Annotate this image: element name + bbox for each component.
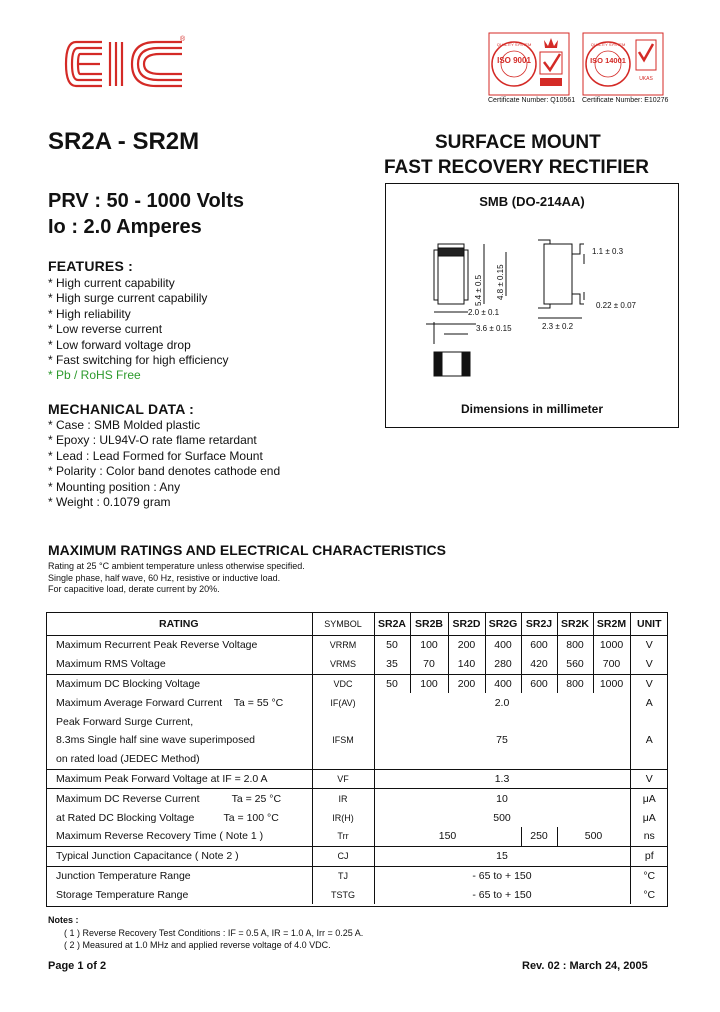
col-rating: RATING [159,617,199,630]
table-row: Storage Temperature Range TSTG - 65 to + 150 °C [46,885,668,904]
dim-4-8: 4.8 ± 0.15 [496,264,505,300]
list-item: * Lead : Lead Formed for Surface Mount [48,448,263,463]
col-sr2j: SR2J [521,612,557,636]
prv-spec: PRV : 50 - 1000 Volts [48,190,245,212]
list-item: * High reliability [48,306,131,321]
features-list [48,276,229,384]
subtitle-line2: FAST RECOVERY RECTIFIER [384,157,649,178]
ratings-table [46,612,668,904]
cert1-ring-text: QUALITY SYSTEM [496,42,532,47]
revision-date: Rev. 02 : March 24, 2005 [522,960,648,972]
table-row: Peak Forward Surge Current, IFSM 75 A [46,712,668,731]
table-row: Maximum Recurrent Peak Reverse Voltage VRRM 50 100 200 400 600 800 1000 V [46,636,668,655]
col-unit: UNIT [630,612,668,636]
iso-9001-label: ISO 9001 [497,56,531,65]
note-item: ( 2 ) Measured at 1.0 MHz and applied reverse voltage of 4.0 VDC. [64,940,331,950]
col-sr2b: SR2B [410,612,448,636]
dim-0-22: 0.22 ± 0.07 [596,301,636,310]
condition-line: Single phase, half wave, 60 Hz, resistive or inductive load. [48,572,281,583]
list-item: * Low reverse current [48,322,163,337]
table-row: Maximum Reverse Recovery Time ( Note 1 ) Trr 150 250 500 ns [46,827,668,846]
package-diagram-box [385,183,679,428]
table-row: Junction Temperature Range TJ - 65 to + 150 °C [46,866,668,885]
package-name: SMB (DO-214AA) [479,194,585,209]
dim-5-4: 5.4 ± 0.5 [474,274,483,306]
rohs-item: * Pb / RoHS Free [48,368,141,383]
table-header-row [46,612,668,636]
dim-3-6: 3.6 ± 0.15 [476,324,512,333]
logo-text: EIC [62,34,64,35]
package-outline-drawing [386,214,678,399]
col-sr2m: SR2M [593,612,630,636]
eic-logo [62,34,190,94]
page-number: Page 1 of 2 [48,960,107,972]
table-row: on rated load (JEDEC Method) [56,753,200,766]
list-item: * Fast switching for high efficiency [48,353,229,368]
table-row: 8.3ms Single half sine wave superimposed [56,734,256,747]
col-sr2a: SR2A [374,612,410,636]
crown-icon [544,38,558,48]
rating-conditions [48,561,305,596]
features-heading: FEATURES : [48,258,133,274]
list-item: * Weight : 0.1079 gram [48,495,171,510]
table-row: Maximum DC Blocking Voltage VDC 50 100 200 400 600 800 1000 V [46,674,668,693]
table-row: Maximum Average Forward Current Ta = 55 °C IF(AV) 2.0 A [46,693,668,712]
table-row: Typical Junction Capacitance ( Note 2 ) CJ 15 pf [46,846,668,866]
list-item: * Case : SMB Molded plastic [48,418,201,432]
table-row: Maximum DC Reverse Current Ta = 25 °C IR 10 μA [46,789,668,808]
subtitle-line1: SURFACE MOUNT [435,132,601,153]
condition-line: Rating at 25 °C ambient temperature unless otherwise specified. [48,561,305,571]
mechanical-heading: MECHANICAL DATA : [48,401,194,417]
list-item: * Polarity : Color band denotes cathode end [48,464,281,479]
part-number-title: SR2A - SR2M [48,128,200,155]
list-item: * High current capability [48,276,175,290]
ratings-heading: MAXIMUM RATINGS AND ELECTRICAL CHARACTERISTICS [48,542,446,558]
list-item: * Mounting position : Any [48,479,181,494]
note-item: ( 1 ) Reverse Recovery Test Conditions : IF = 0.5 A, IR = 1.0 A, Irr = 0.25 A. [64,927,364,938]
cert2-ring-text: QUALITY SYSTEM [590,42,626,47]
notes-heading: Notes : [48,915,79,925]
list-item: * High surge current capabilily [48,291,208,306]
col-sr2d: SR2D [448,612,485,636]
list-item: * Low forward voltage drop [48,337,191,352]
dim-2-0: 2.0 ± 0.1 [468,308,500,317]
notes [48,914,363,952]
dimensions-caption: Dimensions in millimeter [460,402,604,416]
col-sr2g: SR2G [485,612,521,636]
ukas-label: UKAS [639,76,653,82]
condition-line: For capacitive load, derate current by 20%. [48,584,220,594]
cert1-caption: Certificate Number: Q10561 [488,97,576,104]
table-row: Maximum Peak Forward Voltage at IF = 2.0 A VF 1.3 V [46,769,668,789]
cert2-caption: Certificate Number: E10276 [582,97,669,104]
cathode-band [438,248,464,256]
mechanical-list [48,418,280,510]
col-sr2k: SR2K [557,612,593,636]
dim-2-3: 2.3 ± 0.2 [542,322,574,331]
dim-1-1: 1.1 ± 0.3 [592,247,624,256]
registered-mark: ® [180,36,186,43]
table-row: at Rated DC Blocking Voltage Ta = 100 °C IR(H) 500 μA [46,808,668,827]
table-row: Maximum RMS Voltage VRMS 35 70 140 280 420 560 700 V [46,655,668,674]
col-symbol: SYMBOL [312,612,374,636]
list-item: * Epoxy : UL94V-O rate flame retardant [48,433,257,448]
io-spec: Io : 2.0 Amperes [48,216,202,238]
iso-14001-label: ISO 14001 [590,56,626,65]
